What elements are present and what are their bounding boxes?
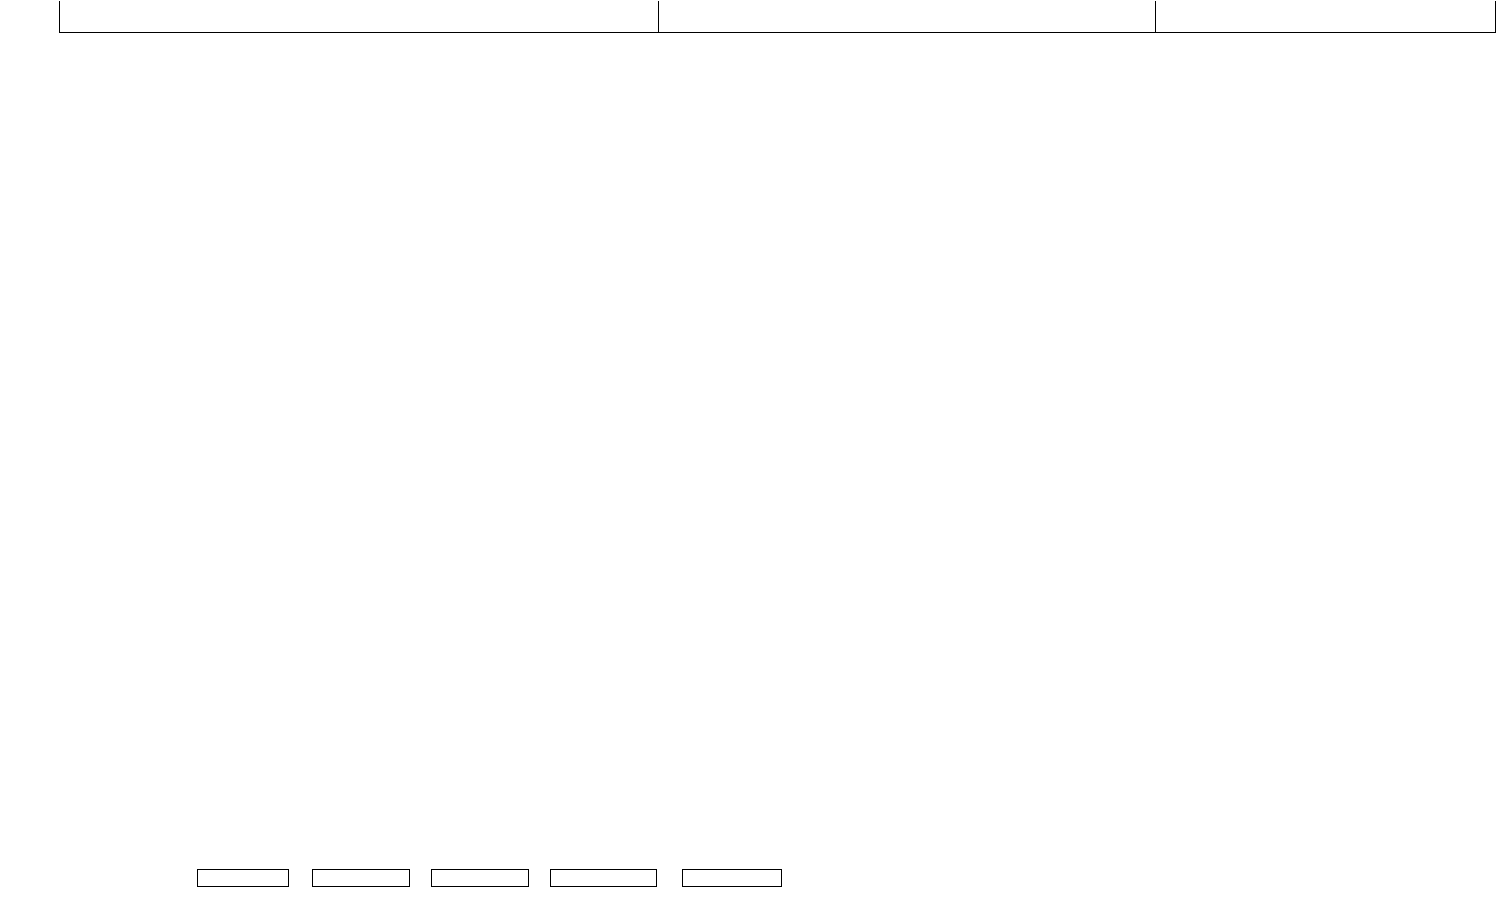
legend-dambach [312,869,410,887]
schedule-table [3,1,1496,33]
group-mixtes [1155,1,1495,33]
legend-cpe [682,869,782,887]
legend-exterieur [431,869,529,887]
legend-barr [197,869,289,887]
group-header-row [3,1,1496,33]
group-feminines [59,1,658,33]
group-masculins [658,1,1155,33]
legend [0,864,1499,914]
legend-dambach-ou-barr [550,869,657,887]
